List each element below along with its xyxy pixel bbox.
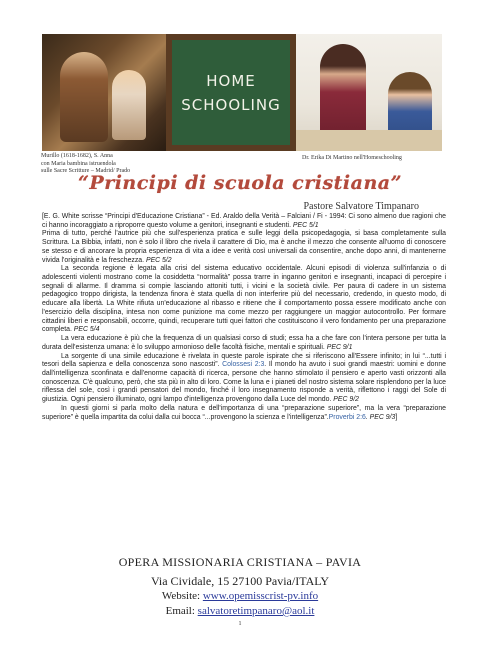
caption-left-line-1: Murillo (1618-1682), S. Anna [41,153,113,159]
email-line [0,605,480,617]
website-label: Website: [161,590,201,602]
paragraph-4: La vera educazione è più che la frequenza di un qualsiasi corso di studi; essa ha a che fare con l'intera persone per tutta la durata dell'esistenza umana: è lo sviluppo armonioso delle facoltà fisiche, mentali e spirituali. PEC 9/1 [42,335,446,351]
page-number: 1 [238,621,242,627]
woman-figure [320,44,366,144]
paragraph-1: [E. G. White scrisse “Principi d'Educazione Cristiana” - Ed. Araldo della Verità – Falciani / Fi - 1994: Ci sono almeno due ragioni che ci hanno incoraggiato a riproporre questo volume a genitori, insegnanti e studenti. PEC 5/1 [42,213,446,229]
caption-left-line-3: sulle Sacre Scritture – Madrid/ Prado [41,168,131,174]
caption-left-line-2: con Maria bambina istruendola [41,160,116,167]
reference: . PEC 9/3 [365,413,396,421]
website-link[interactable]: www.opemisscrist-pv.info [202,590,319,602]
chalkboard-image [166,34,296,151]
email-link[interactable]: salvatoretimpanaro@aol.it [197,605,315,617]
homeschooling-photo [296,34,442,151]
author-name: Pastore Salvatore Timpanaro [303,201,419,212]
chalkboard-line-1: HOME [206,71,256,90]
paragraph-5: La sorgente di una simile educazione è rivelata in queste parole ispirate che si riferiscono all'Essere infinito; in lui “...tutti i tesori della sapienza e della conoscenza sono nascosti”. Colossesi 2:3. Il mondo ha avuto i suoi grandi maestri: uomini e donne dall'intelligenza sconfinata e dall'enorme capacità di ricerca, persone che hanno stimolato il pensiero e aperto vasti orizzonti alla conoscenza. C'è qualcuno, però, che sta più in alto di loro. Come la luna e i pianeti del nostro sistema solare risplendono per la luce riflessa del sole, così i grandi pensatori del mondo, finché il loro insegnamento risponde a verità, riflettono i raggi del Sole di giustizia. Ogni pensiero illuminato, ogni lampo d'intelligenza provengono dalla Luce del mondo. PEC 9/2 [42,352,446,404]
body-text [42,213,446,422]
reference: PEC 5/2 [145,256,172,264]
reference: PEC 9/2 [333,396,359,404]
murillo-painting-image [42,34,166,151]
mary-child-figure [112,70,146,140]
document-title: “Principi di scuola cristiana” [77,172,403,194]
table-surface [296,130,442,151]
bible-reference: Proverbi 2:6 [328,413,366,421]
organization-name: OPERA MISSIONARIA CRISTIANA – PAVIA [118,555,362,569]
paragraph-6: In questi giorni si parla molto della natura e dell'importanza di una “preparazione superiore”, ma la vera “preparazione superiore” è quella impartita da colui dalla cui bocca “...provengono la scienza e l'intelligenza”.Proverbi 2:6. PEC 9/3] [42,404,446,421]
paragraph-3: La seconda regione è legata alla crisi del sistema educativo occidentale. Alcuni episodi di violenza sull'infanzia o di adolescenti violenti mostrano come la cosiddetta “normalità” possa trarre in inganno genitori e insegnanti, incapaci di percepire i segnali di allarme. Il dramma si compie lasciando attoniti tutti, i vicini e la società civile. Per paura di cadere in un sistema pedagogico troppo dirigista, la tendenza finora è stata quella di non interferire più del necessario, credendo, in questo modo, di educare alla libertà. La White rifiuta un'educazione al ribasso e ritiene che il comportamento possa essere modificato anche con l'esercizio della disciplina, intesa non come punizione ma come mezzo per raggiungere un maggior autocontrollo. Per formare cittadini liberi e responsabili, occorre, quindi, recuperare tutti quei fattori che costituiscono il vero fondamento per una preparazione completa. PEC 5/4 [42,265,446,334]
reference: PEC 5/4 [73,326,100,334]
organization-address: Via Cividale, 15 27100 Pavia/ITALY [150,574,330,588]
reference: PEC 9/1 [326,343,353,351]
website-line [0,590,480,602]
saint-anna-figure [60,52,108,142]
bible-reference: Colossesi 2:3 [222,361,265,369]
chalkboard-surface [172,40,290,145]
header-images [42,34,442,151]
email-label: Email: [165,605,195,617]
paragraph-2: Prima di tutto, perché l'autrice più che sull'esperienza pratica e sulle leggi della psicopedagogia, si basa completamente sulla Scrittura. La Bibbia, infatti, non è solo il libro che rivela il carattere di Dio, ma è anche il mezzo che consente all'uomo di conoscere se stesso e di ancorare la propria esperienza di vita a idee e verità così universali da consentire, anche dopo anni, di mantenerne vivida l'originalità e la freschezza. PEC 5/2 [42,230,446,264]
chalkboard-line-2: SCHOOLING [181,95,281,114]
caption-right: Dr. Erika Di Martino nell'Homeschooling [302,155,402,161]
reference: PEC 5/1 [292,221,319,229]
